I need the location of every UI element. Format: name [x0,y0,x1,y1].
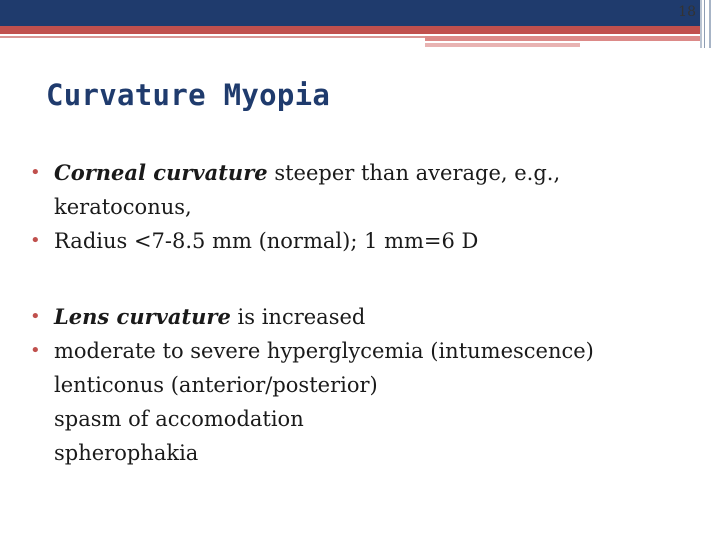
header-red-short-bar [425,43,580,47]
sub-line: spherophakia [54,441,199,465]
sub-line: spasm of accomodation [54,407,304,431]
bullet-item [20,224,700,258]
sub-line: lenticonus (anterior/posterior) [54,373,378,397]
bullet-text: moderate to severe hyperglycemia (intumescence) [54,339,594,363]
header-red-bar [0,26,700,34]
page-number: 18 [678,4,696,20]
header-red-accent-bar [425,36,700,41]
spacer [20,258,700,300]
bullet-emphasis: Corneal curvature [54,160,268,185]
header-navy-bar [0,0,700,26]
bullet-text: steeper than average, e.g., keratoconus, [54,161,561,219]
bullet-item [20,300,700,334]
bullet-text: is increased [230,305,366,329]
bullet-emphasis: Lens curvature [54,304,231,329]
slide-body [20,156,700,470]
slide-title: Curvature Myopia [46,78,331,112]
header-vertical-line [709,0,711,48]
header-vertical-line [700,0,702,48]
bullet-item [20,334,700,368]
bullet-item [20,156,700,224]
header-vertical-line [704,0,705,48]
bullet-text: Radius <7-8.5 mm (normal); 1 mm=6 D [54,229,479,253]
